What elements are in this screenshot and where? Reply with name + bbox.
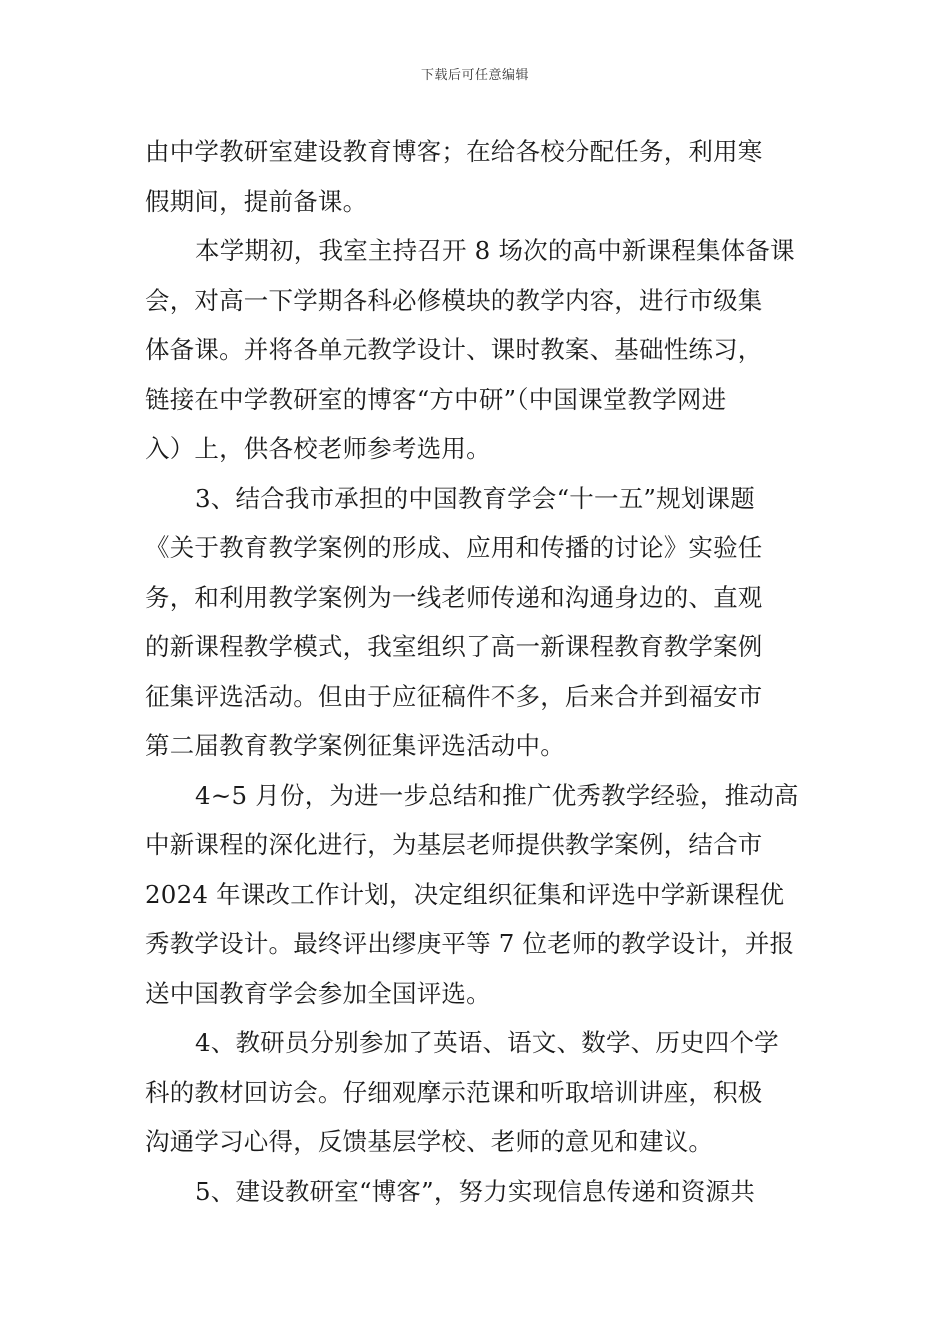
text-line: 2024 年课改工作计划，决定组织征集和评选中学新课程优 bbox=[145, 879, 785, 909]
text-line: 科的教材回访会。仔细观摩示范课和听取培训讲座，积极 bbox=[145, 1077, 763, 1107]
text-line: 《关于教育教学案例的形成、应用和传播的讨论》实验任 bbox=[145, 533, 763, 562]
text-line: 务，和利用教学案例为一线老师传递和沟通身边的、直观 bbox=[145, 582, 763, 612]
text-line: 4~5 月份，为进一步总结和推广优秀教学经验，推动高 bbox=[195, 780, 799, 810]
text-line: 3、结合我市承担的中国教育学会“十一五”规划课题 bbox=[195, 483, 755, 513]
text-line: 中新课程的深化进行，为基层老师提供教学案例，结合市 bbox=[145, 830, 763, 859]
text-line: 体备课。并将各单元教学设计、课时教案、基础性练习， bbox=[145, 335, 763, 364]
text-line: 假期间，提前备课。 bbox=[145, 186, 368, 216]
text-line: 的新课程教学模式，我室组织了高一新课程教育教学案例 bbox=[145, 632, 763, 661]
document-body bbox=[145, 127, 810, 1216]
text-line: 第二届教育教学案例征集评选活动中。 bbox=[145, 731, 565, 760]
text-line: 链接在中学教研室的博客“方中研”（中国课堂教学网进 bbox=[145, 384, 727, 414]
text-line: 入）上，供各校老师参考选用。 bbox=[145, 434, 491, 463]
text-line: 秀教学设计。最终评出缪庚平等 7 位老师的教学设计，并报 bbox=[145, 929, 795, 958]
text-line: 沟通学习心得，反馈基层学校、老师的意见和建议。 bbox=[145, 1127, 714, 1156]
text-line: 会，对高一下学期各科必修模块的教学内容，进行市级集 bbox=[145, 285, 763, 315]
page-header: 下载后可任意编辑 bbox=[420, 68, 529, 83]
text-line: 5、建设教研室“博客”，努力实现信息传递和资源共 bbox=[195, 1176, 755, 1206]
text-line: 征集评选活动。但由于应征稿件不多，后来合并到福安市 bbox=[145, 681, 763, 711]
text-line: 4、教研员分别参加了英语、语文、数学、历史四个学 bbox=[195, 1028, 779, 1057]
text-line: 本学期初，我室主持召开 8 场次的高中新课程集体备课 bbox=[195, 236, 795, 265]
text-line: 由中学教研室建设教育博客；在给各校分配任务，利用寒 bbox=[145, 137, 763, 166]
text-line: 送中国教育学会参加全国评选。 bbox=[145, 978, 491, 1008]
